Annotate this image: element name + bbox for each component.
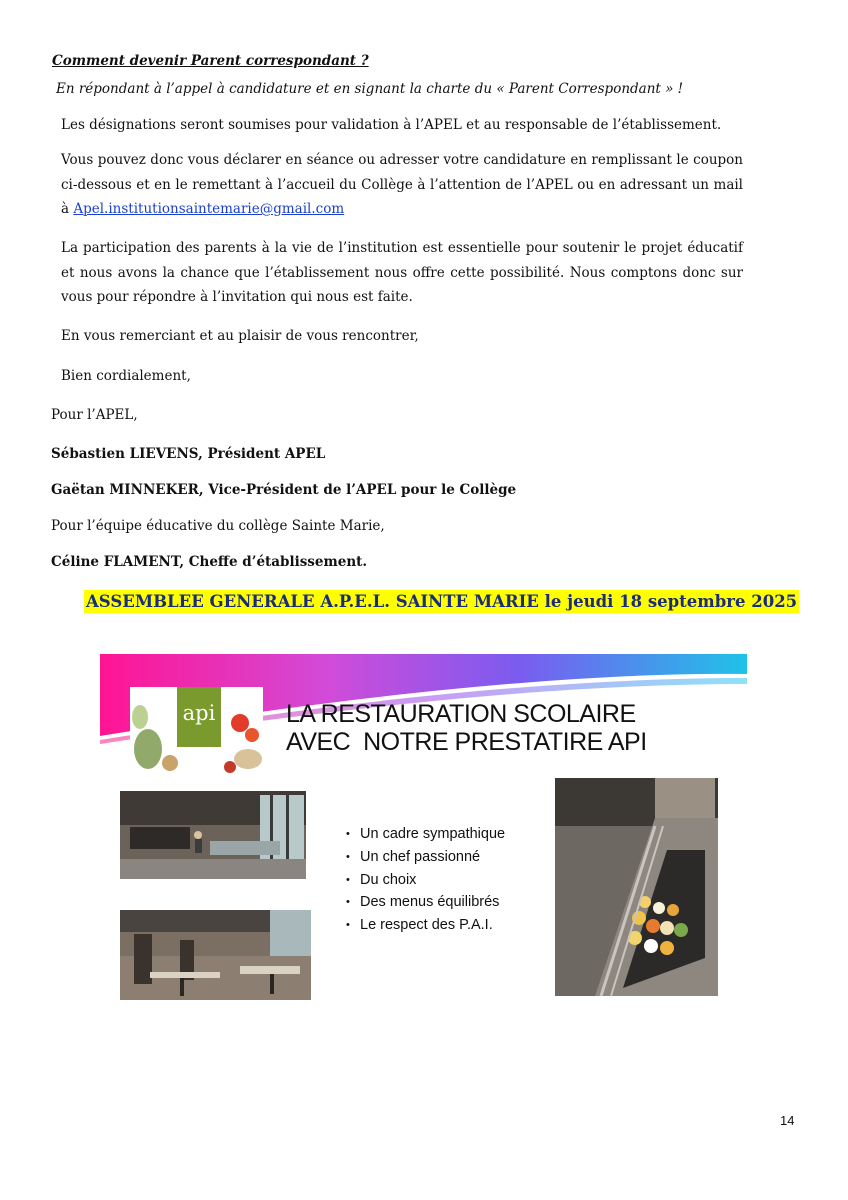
signatory-president: Sébastien LIEVENS, Président APEL bbox=[51, 446, 326, 462]
slide-title-line2: AVEC NOTRE PRESTATIRE API bbox=[286, 728, 647, 756]
paragraph-thanks: En vous remerciant et au plaisir de vous rencontrer, bbox=[61, 328, 419, 344]
list-item: • Le respect des P.A.I. bbox=[346, 914, 505, 937]
pour-equipe: Pour l’équipe éducative du collège Sainte Marie, bbox=[51, 518, 385, 534]
page-number: 14 bbox=[780, 1113, 795, 1128]
list-item: • Un cadre sympathique bbox=[346, 823, 505, 846]
list-item: • Du choix bbox=[346, 869, 505, 892]
paragraph-candidature bbox=[61, 148, 743, 222]
email-link[interactable]: Apel.institutionsaintemarie@gmail.com bbox=[73, 201, 345, 217]
dining-room-photo bbox=[120, 910, 311, 1000]
service-highlights-list bbox=[346, 823, 505, 937]
api-logo: api bbox=[177, 687, 221, 747]
cafeteria-counter-photo bbox=[120, 791, 306, 879]
restauration-slide bbox=[100, 654, 747, 1014]
list-item: • Des menus équilibrés bbox=[346, 891, 505, 914]
candidature-text: Vous pouvez donc vous déclarer en séance ou adresser votre candidature en remplissant le coupon ci-dessous et en le remettant à l’accueil du Collège à l’attention de l’APEL ou en adressant un mail à bbox=[61, 152, 743, 217]
food-display-photo-icon bbox=[555, 778, 718, 996]
dining-photo-icon bbox=[120, 910, 311, 1000]
paragraph-participation: La participation des parents à la vie de l’institution est essentielle pour soutenir le projet éducatif et nous avons la chance que l’établissement nous offre cette possibilité. Nous comptons donc sur vous pour répondre à l’invitation qui nous est faite. bbox=[61, 240, 743, 305]
intro-line: En répondant à l’appel à candidature et en signant la charte du « Parent Correspondant » ! bbox=[56, 81, 684, 97]
cafeteria-photo-icon bbox=[120, 791, 306, 879]
paragraph-regards: Bien cordialement, bbox=[61, 368, 191, 384]
food-display-photo bbox=[555, 778, 718, 996]
assembly-announcement: ASSEMBLEE GENERALE A.P.E.L. SAINTE MARIE le jeudi 18 septembre 2025 bbox=[86, 592, 798, 611]
section-heading: Comment devenir Parent correspondant ? bbox=[52, 53, 369, 69]
api-logo-image bbox=[130, 687, 263, 775]
slide-title bbox=[286, 700, 647, 756]
slide-title-line1: LA RESTAURATION SCOLAIRE bbox=[286, 700, 636, 728]
signatory-director: Céline FLAMENT, Cheffe d’établissement. bbox=[51, 554, 368, 570]
pour-apel: Pour l’APEL, bbox=[51, 407, 138, 423]
list-item: • Un chef passionné bbox=[346, 846, 505, 869]
signatory-vice-president: Gaëtan MINNEKER, Vice-Président de l’APEL pour le Collège bbox=[51, 482, 517, 498]
paragraph-designations: Les désignations seront soumises pour validation à l’APEL et au responsable de l’établissement. bbox=[61, 117, 722, 133]
